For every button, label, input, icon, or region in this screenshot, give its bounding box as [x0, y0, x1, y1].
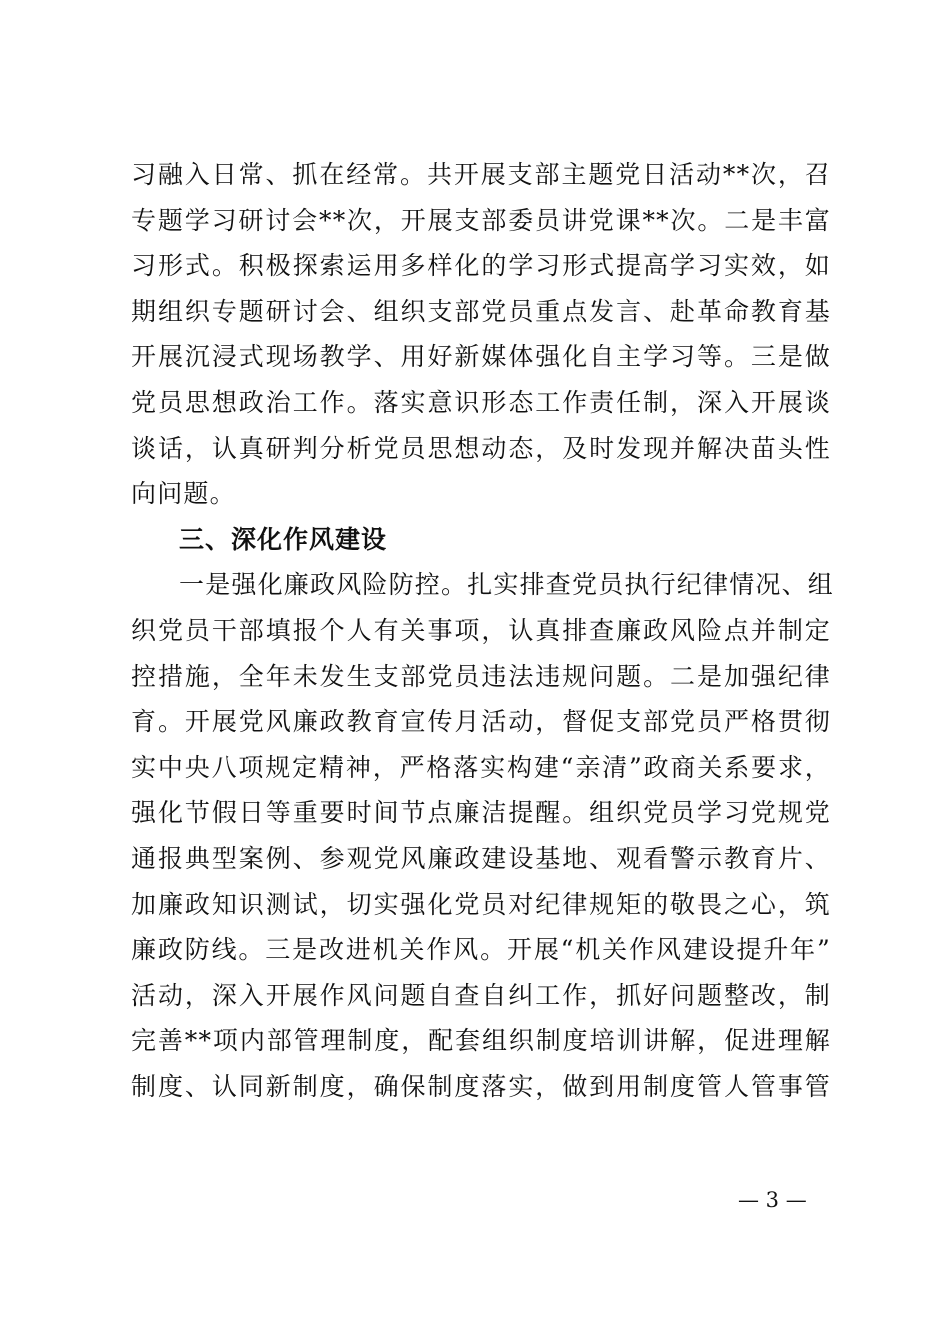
paragraph-first-line: 一是强化廉政风险防控。扎实排查党员执行纪律情况、组: [179, 570, 835, 600]
body-line: 向问题。: [131, 479, 236, 509]
body-line: 制度、认同新制度，确保制度落实，做到用制度管人管事管: [131, 1071, 831, 1101]
body-line: 加廉政知识测试，切实强化党员对纪律规矩的敬畏之心，筑: [131, 889, 831, 919]
body-line: 通报典型案例、参观党风廉政建设基地、观看警示教育片、: [131, 843, 831, 873]
body-line: 织党员干部填报个人有关事项，认真排查廉政风险点并制定: [131, 615, 831, 645]
page-number: — 3 —: [738, 1188, 807, 1212]
body-line: 党员思想政治工作。落实意识形态工作责任制，深入开展谈: [131, 387, 831, 417]
body-line: 习形式。积极探索运用多样化的学习形式提高学习实效，如: [131, 251, 831, 281]
body-line: 期组织专题研讨会、组织支部党员重点发言、赴革命教育基: [131, 296, 831, 326]
body-line: 实中央八项规定精神，严格落实构建“亲清”政商关系要求，: [131, 752, 831, 782]
body-line: 完善**项内部管理制度，配套组织制度培训讲解，促进理解: [131, 1026, 831, 1056]
body-line: 控措施，全年未发生支部党员违法违规问题。二是加强纪律: [131, 661, 831, 691]
body-line: 活动，深入开展作风问题自查自纠工作，抓好问题整改，制: [131, 980, 831, 1010]
body-line: 育。开展党风廉政教育宣传月活动，督促支部党员严格贯彻: [131, 707, 831, 737]
body-line: 廉政防线。三是改进机关作风。开展“机关作风建设提升年”: [131, 935, 831, 965]
body-line: 强化节假日等重要时间节点廉洁提醒。组织党员学习党规党: [131, 798, 831, 828]
body-line: 谈话，认真研判分析党员思想动态，及时发现并解决苗头性: [131, 433, 831, 463]
body-line: 开展沉浸式现场教学、用好新媒体强化自主学习等。三是做: [131, 342, 831, 372]
section-heading: 三、深化作风建设: [179, 524, 388, 554]
body-line: 专题学习研讨会**次，开展支部委员讲党课**次。二是丰富: [131, 205, 831, 235]
document-body: [131, 152, 835, 1109]
body-line: 习融入日常、抓在经常。共开展支部主题党日活动**次，召: [131, 160, 831, 189]
